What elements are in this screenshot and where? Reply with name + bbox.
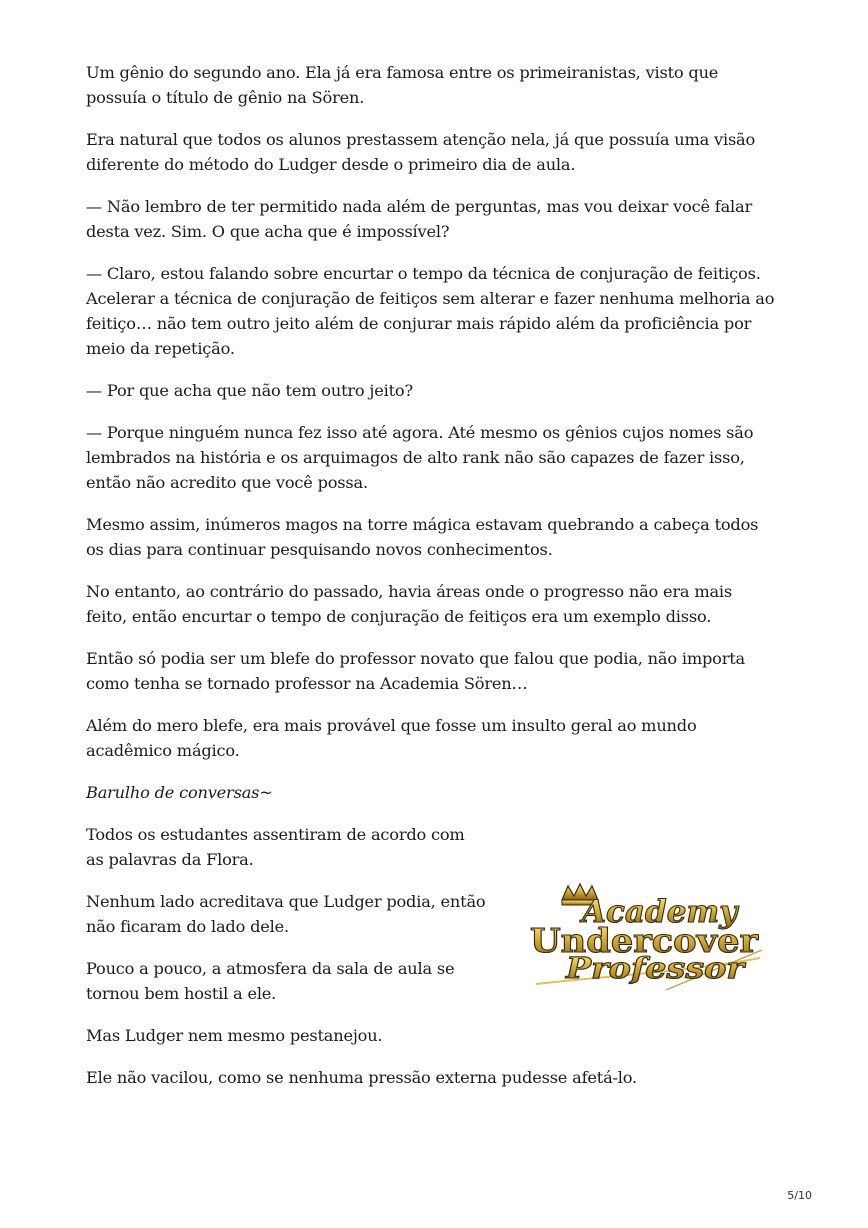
logo-line-1: Academy	[582, 894, 738, 930]
paragraph: Além do mero blefe, era mais provável que fosse um insulto geral ao mundo acadêmico mágico.	[86, 716, 697, 760]
paragraph: Mesmo assim, inúmeros magos na torre mágica estavam quebrando a cabeça todos os dias para continuar pesquisando novos conhecimentos.	[86, 515, 759, 559]
paragraph: — Claro, estou falando sobre encurtar o tempo da técnica de conjuração de feitiços. Acelerar a técnica de conjuração de feitiços sem alterar e fazer nenhuma melhoria ao feitiço… não tem outro jeito além de conjurar mais rápido além da proficiência por meio da repetição.	[86, 264, 775, 358]
page-number: 5/10	[787, 1189, 812, 1202]
paragraph: Todos os estudantes assentiram de acordo com as palavras da Flora.	[86, 825, 465, 869]
logo-line-3: Professor	[564, 951, 748, 985]
logo-line-2: Undercover	[530, 921, 759, 960]
paragraph: Pouco a pouco, a atmosfera da sala de aula se tornou bem hostil a ele.	[86, 959, 455, 1003]
paragraph: Ele não vacilou, como se nenhuma pressão externa pudesse afetá-lo.	[86, 1068, 637, 1087]
academy-undercover-professor-logo	[516, 880, 770, 998]
paragraph: Um gênio do segundo ano. Ela já era famosa entre os primeiranistas, visto que possuía o título de gênio na Sören.	[86, 63, 719, 107]
paragraph: Nenhum lado acreditava que Ludger podia, então não ficaram do lado dele.	[86, 892, 486, 936]
paragraph: No entanto, ao contrário do passado, havia áreas onde o progresso não era mais feito, então encurtar o tempo de conjuração de feitiços era um exemplo disso.	[86, 582, 733, 626]
italic-sound-effect: Barulho de conversas~	[86, 783, 273, 802]
paragraph: Então só podia ser um blefe do professor novato que falou que podia, não importa como tenha se tornado professor na Academia Sören…	[86, 649, 745, 693]
paragraph: — Não lembro de ter permitido nada além de perguntas, mas vou deixar você falar desta vez. Sim. O que acha que é impossível?	[86, 197, 752, 241]
paragraph: Mas Ludger nem mesmo pestanejou.	[86, 1026, 383, 1045]
paragraph: Era natural que todos os alunos prestassem atenção nela, já que possuía uma visão diferente do método do Ludger desde o primeiro dia de aula.	[86, 130, 756, 174]
paragraph: — Porque ninguém nunca fez isso até agora. Até mesmo os gênios cujos nomes são lembrados na história e os arquimagos de alto rank não são capazes de fazer isso, então não acredito que você possa.	[86, 423, 754, 492]
paragraph: — Por que acha que não tem outro jeito?	[86, 381, 413, 400]
